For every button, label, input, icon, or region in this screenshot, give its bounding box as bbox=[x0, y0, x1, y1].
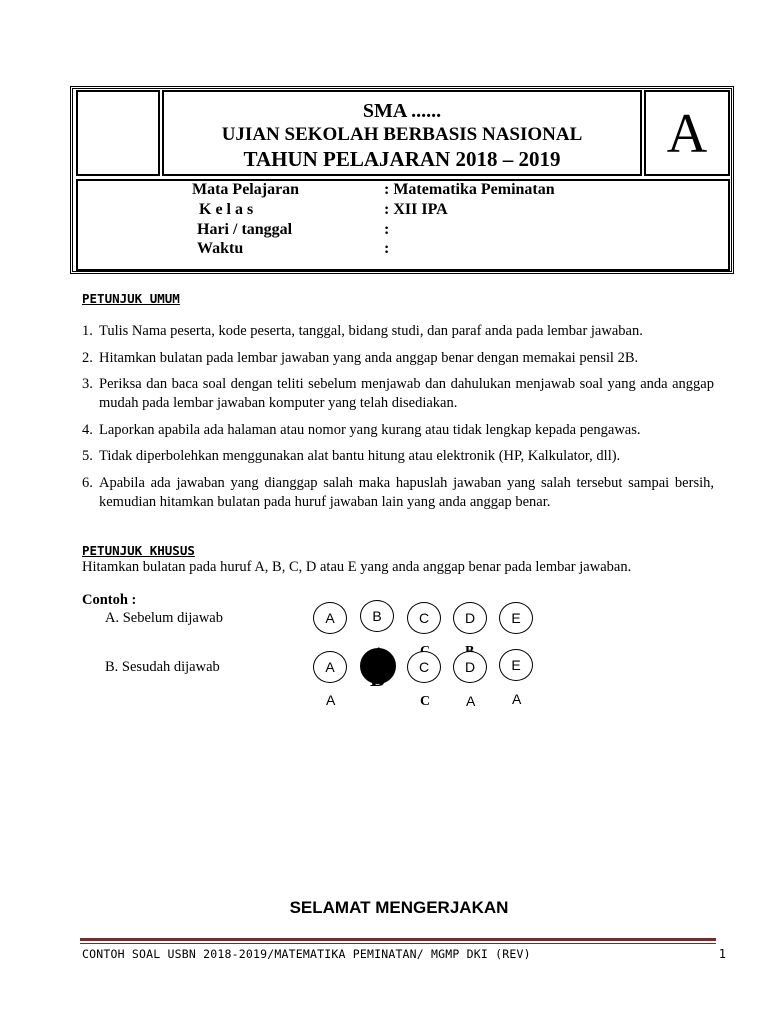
header-logo-cell bbox=[76, 90, 160, 176]
under-label: A bbox=[466, 693, 476, 709]
footer-rule-thin bbox=[80, 943, 716, 944]
option-bubble-c: C bbox=[407, 602, 441, 634]
item-text: Tidak diperbolehkan menggunakan alat bantu hitung atau elektronik (HP, Kalkulator, dll). bbox=[99, 448, 621, 464]
info-label: K e l a s bbox=[199, 201, 254, 218]
item-number: 1. bbox=[82, 323, 93, 339]
specific-instructions-title: PETUNJUK KHUSUS bbox=[82, 543, 195, 558]
info-label: Waktu bbox=[197, 240, 244, 257]
under-label: A bbox=[512, 691, 522, 707]
filled-option-letter: B bbox=[370, 666, 385, 691]
info-row-date bbox=[197, 220, 677, 240]
option-bubble-b: B bbox=[360, 600, 394, 632]
info-value: : bbox=[384, 240, 390, 257]
info-value: : Matematika Peminatan bbox=[384, 181, 555, 198]
under-label: A bbox=[326, 692, 336, 708]
list-item bbox=[82, 421, 714, 440]
option-bubble-e: E bbox=[499, 649, 533, 681]
academic-year: TAHUN PELAJARAN 2018 – 2019 bbox=[243, 147, 561, 171]
info-row-time bbox=[197, 239, 677, 259]
list-item bbox=[82, 447, 714, 466]
option-bubble-a: A bbox=[313, 651, 347, 683]
info-row-subject bbox=[192, 180, 672, 200]
option-bubble-d: D bbox=[453, 651, 487, 683]
closing-message: SELAMAT MENGERJAKAN bbox=[289, 898, 509, 917]
info-label: Hari / tanggal bbox=[197, 221, 293, 238]
info-row-class bbox=[199, 200, 679, 220]
item-text: Periksa dan baca soal dengan teliti sebelum menjawab dan dahulukan menjawab soal yang anda anggap mudah pada lembar jawaban komputer yang telah disediakan. bbox=[99, 376, 714, 411]
exam-title: UJIAN SEKOLAH BERBASIS NASIONAL bbox=[221, 124, 583, 145]
item-text: Apabila ada jawaban yang dianggap salah maka hapuslah jawaban yang salah tersebut sampai bersih, kemudian hitamkan bulatan pada huruf jawaban lain yang anda anggap benar. bbox=[99, 474, 714, 510]
specific-instructions-text: Hitamkan bulatan pada huruf A, B, C, D atau E yang anda anggap benar pada lembar jawaban. bbox=[82, 559, 632, 575]
general-instructions-title: PETUNJUK UMUM bbox=[82, 291, 180, 306]
option-bubble-a: A bbox=[313, 602, 347, 634]
general-instructions-list bbox=[82, 322, 714, 519]
school-name: SMA ...... bbox=[362, 100, 442, 122]
item-number: 4. bbox=[82, 421, 93, 438]
under-label: C bbox=[420, 694, 431, 709]
info-value: : bbox=[384, 221, 390, 238]
example-label: Contoh : bbox=[82, 592, 137, 608]
option-bubble-c: C bbox=[407, 651, 441, 683]
info-value: : XII IPA bbox=[384, 201, 448, 218]
item-number: 2. bbox=[82, 349, 93, 366]
example-before-label: A. Sebelum dijawab bbox=[105, 610, 223, 626]
item-number: 5. bbox=[82, 448, 93, 464]
list-item bbox=[82, 349, 714, 368]
option-bubble-d: D bbox=[453, 602, 487, 634]
option-bubble-e: E bbox=[499, 602, 533, 634]
list-item bbox=[82, 322, 714, 341]
item-text: Tulis Nama peserta, kode peserta, tanggal, bidang studi, dan paraf anda pada lembar jawaban. bbox=[99, 323, 643, 339]
list-item bbox=[82, 375, 714, 413]
list-item bbox=[82, 474, 714, 512]
item-text: Hitamkan bulatan pada lembar jawaban yang anda anggap benar dengan memakai pensil 2B. bbox=[99, 349, 639, 366]
item-text: Laporkan apabila ada halaman atau nomor yang kurang atau tidak lengkap kepada pengawas. bbox=[99, 421, 641, 438]
footer-text: CONTOH SOAL USBN 2018-2019/MATEMATIKA PEMINATAN/ MGMP DKI (REV) bbox=[82, 947, 531, 961]
package-code: A bbox=[666, 103, 708, 165]
info-label: Mata Pelajaran bbox=[192, 181, 300, 198]
item-number: 6. bbox=[82, 474, 93, 491]
example-after-label: B. Sesudah dijawab bbox=[105, 659, 220, 675]
page-number: 1 bbox=[718, 947, 726, 961]
footer-rule bbox=[80, 938, 716, 941]
item-number: 3. bbox=[82, 376, 93, 392]
